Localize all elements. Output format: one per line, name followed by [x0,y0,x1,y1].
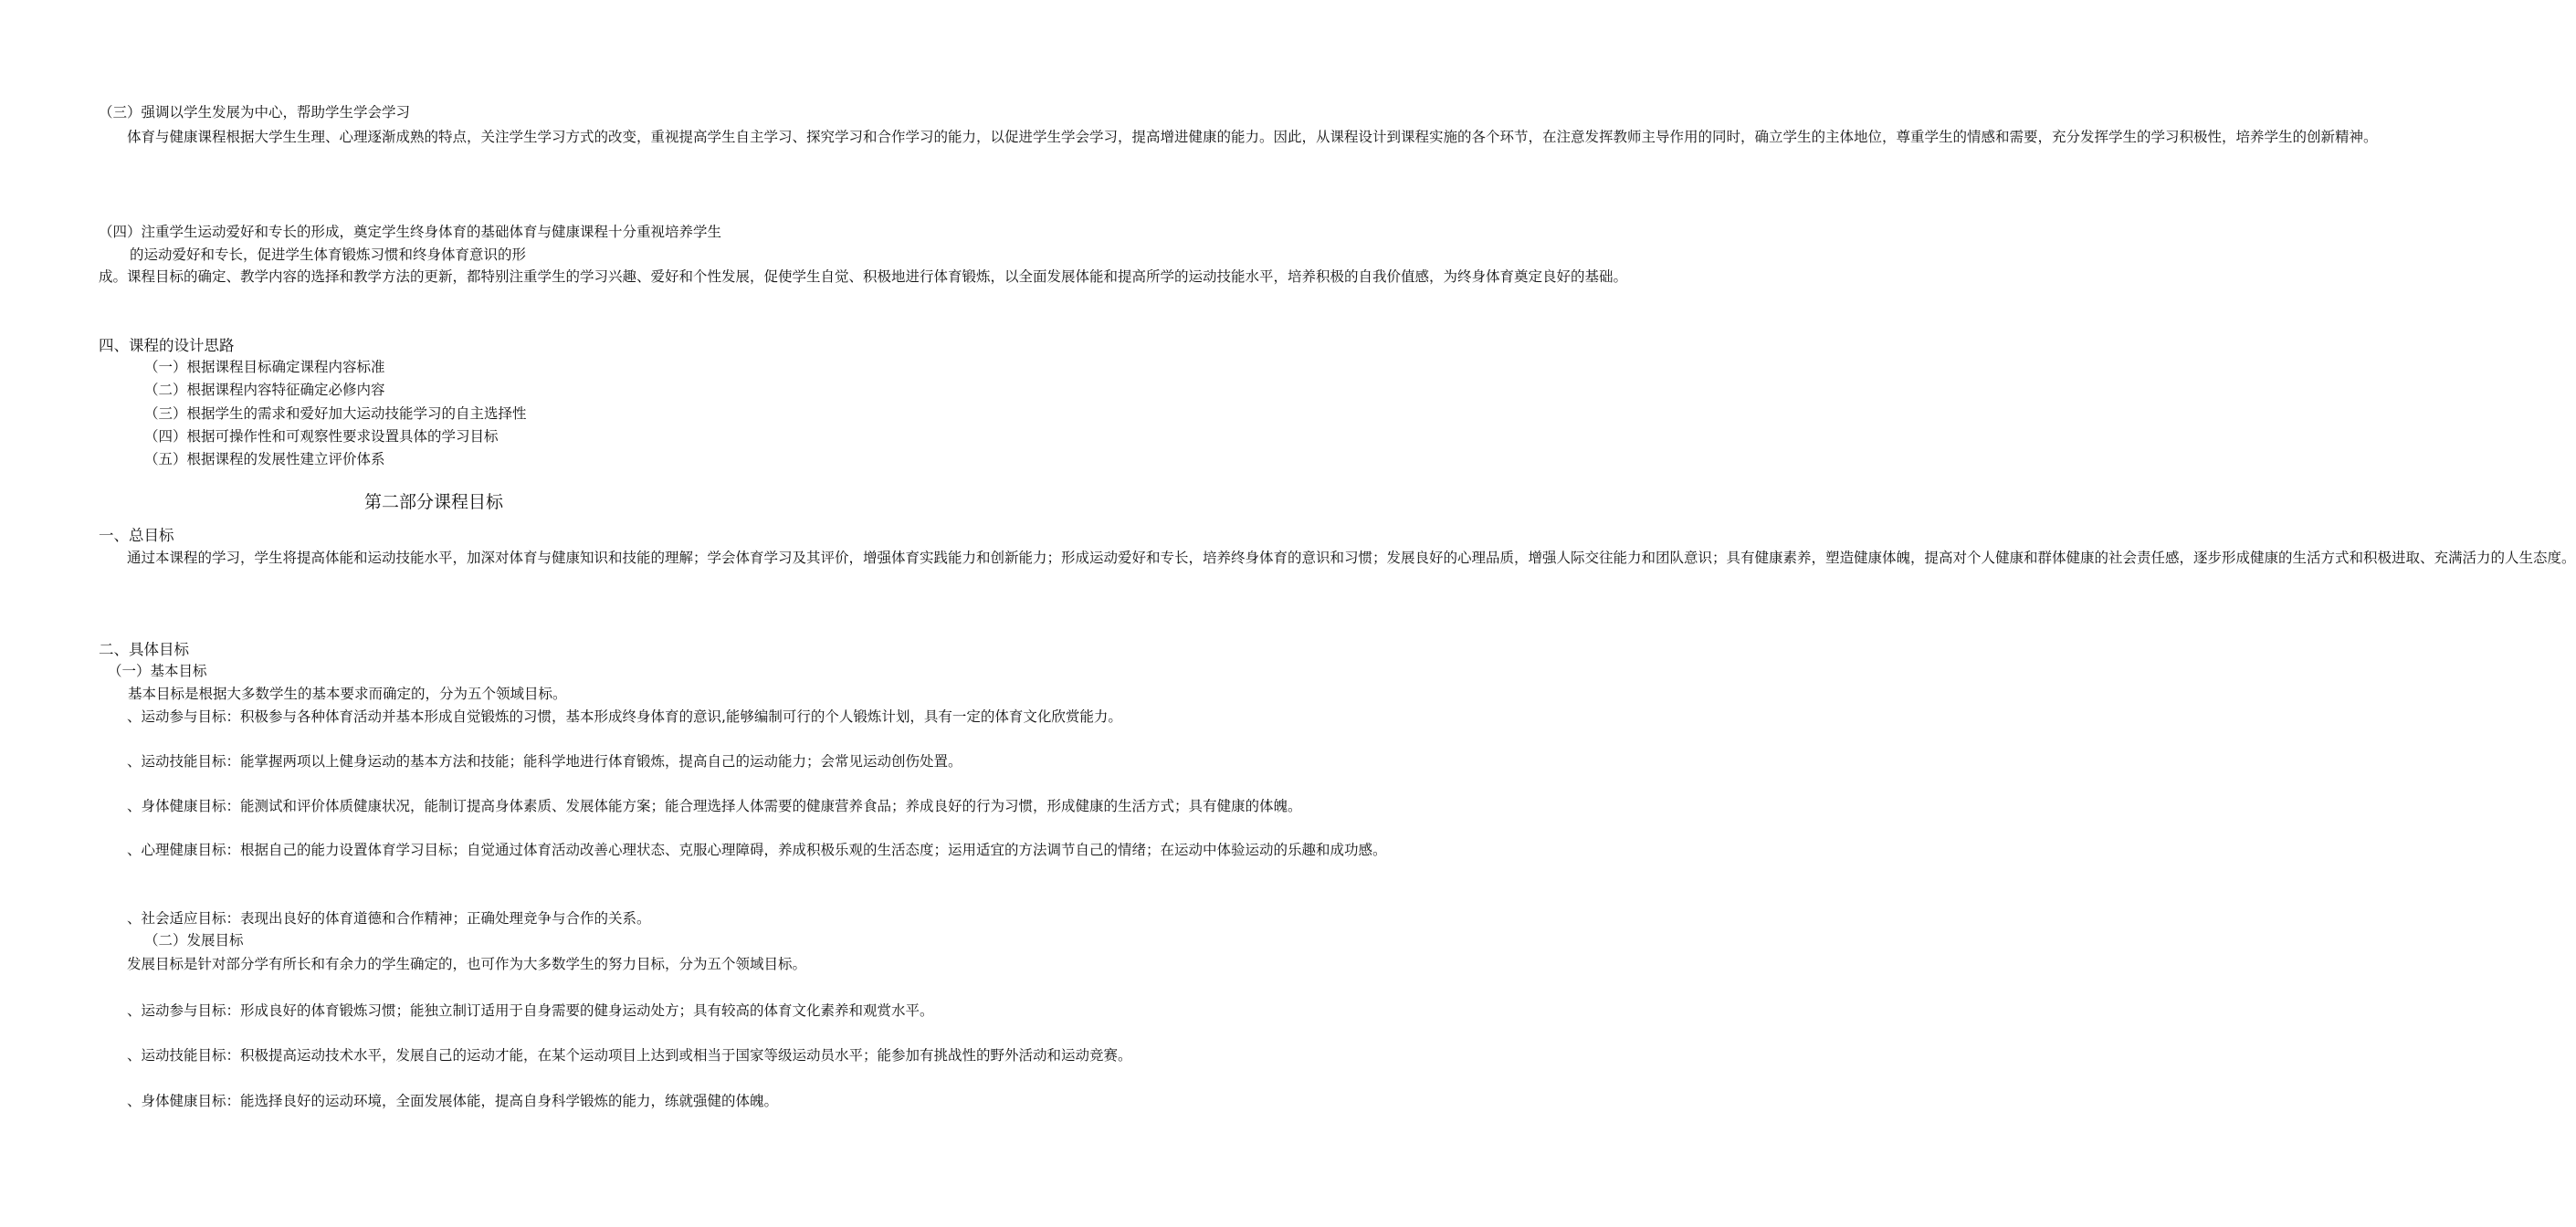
dev-goals-heading: （二）发展目标 [144,932,244,949]
basic-goals-intro: 基本目标是根据大多数学生的基本要求而确定的，分为五个领域目标。 [128,686,567,702]
general-body: 通过本课程的学习，学生将提高体能和运动技能水平，加深对体育与健康知识和技能的理解；学会体育学习及其评价，增强体育实践能力和创新能力；形成运动爱好和专长，培养终身体育的意识和习惯；发展良好的心理品质，增强人际交往能力和团队意识；具有健康素养，塑造健康体魄，提高对个人健康和群体健康的社会责任感，逐步形成健康的生活方式和积极进取、充满活力的人生态度。 [127,550,2576,566]
dev-goal-physical: 、身体健康目标：能选择良好的运动环境，全面发展体能，提高自身科学锻炼的能力，练就强健的体魄。 [127,1093,779,1109]
design-heading: 四、课程的设计思路 [99,337,235,354]
part-two-title: 第二部分课程目标 [363,492,503,512]
basic-goal-social: 、社会适应目标：表现出良好的体育道德和合作精神；正确处理竞争与合作的关系。 [127,910,651,927]
specific-heading: 二、具体目标 [99,641,189,658]
dev-goal-skills: 、运动技能目标：积极提高运动技术水平，发展自己的运动才能，在某个运动项目上达到或相当于国家等级运动员水平；能参加有挑战性的野外活动和运动竞赛。 [127,1047,1132,1064]
basic-goal-physical: 、身体健康目标：能测试和评价体质健康状况，能制订提高身体素质、发展体能方案；能合理选择人体需要的健康营养食品；养成良好的行为习惯，形成健康的生活方式；具有健康的体魄。 [127,798,1302,814]
section3-body: 体育与健康课程根据大学生生理、心理逐渐成熟的特点，关注学生学习方式的改变，重视提高学生自主学习、探究学习和合作学习的能力，以促进学生学会学习，提高增进健康的能力。因此，从课程设计到课程实施的各个环节，在注意发挥教师主导作用的同时，确立学生的主体地位，尊重学生的情感和需要，充分发挥学生的学习积极性，培养学生的创新精神。 [127,129,2378,145]
basic-goal-skills: 、运动技能目标：能掌握两项以上健身运动的基本方法和技能；能科学地进行体育锻炼，提高自己的运动能力；会常见运动创伤处置。 [127,753,962,770]
basic-goal-participation: 、运动参与目标：积极参与各种体育活动并基本形成自觉锻炼的习惯，基本形成终身体育的意识,能够编制可行的个人锻炼计划，具有一定的体育文化欣赏能力。 [127,708,1122,725]
section4-body: 成。课程目标的确定、教学内容的选择和教学方法的更新，都特别注重学生的学习兴趣、爱好和个性发展，促使学生自觉、积极地进行体育锻炼，以全面发展体能和提高所学的运动技能水平，培养积极的自我价值感，为终身体育奠定良好的基础。 [99,268,1628,285]
dev-goal-participation: 、运动参与目标：形成良好的体育锻炼习惯；能独立制订适用于自身需要的健身运动处方；具有较高的体育文化素养和观赏水平。 [127,1002,934,1019]
basic-goal-mental: 、心理健康目标：根据自己的能力设置体育学习目标；自觉通过体育活动改善心理状态、克服心理障碍，养成积极乐观的生活态度；运用适宜的方法调节自己的情绪；在运动中体验运动的乐趣和成功感。 [127,842,1387,858]
general-heading: 一、总目标 [99,527,174,544]
design-item: （三）根据学生的需求和爱好加大运动技能学习的自主选择性 [144,405,527,422]
section4-heading-line1: （四）注重学生运动爱好和专长的形成，奠定学生终身体育的基础体育与健康课程十分重视培养学生 [99,224,722,240]
basic-goals-heading: （一）基本目标 [108,663,207,679]
dev-goals-intro: 发展目标是针对部分学有所长和有余力的学生确定的，也可作为大多数学生的努力目标，分为五个领域目标。 [127,956,807,972]
design-item: （五）根据课程的发展性建立评价体系 [144,451,385,467]
section3-heading: （三）强调以学生发展为中心，帮助学生学会学习 [99,104,411,121]
design-item: （四）根据可操作性和可观察性要求设置具体的学习目标 [144,428,499,445]
design-item: （二）根据课程内容特征确定必修内容 [144,382,385,398]
design-item: （一）根据课程目标确定课程内容标准 [144,359,385,375]
section4-heading-line2: 的运动爱好和专长，促进学生体育锻炼习惯和终身体育意识的形 [130,246,527,263]
